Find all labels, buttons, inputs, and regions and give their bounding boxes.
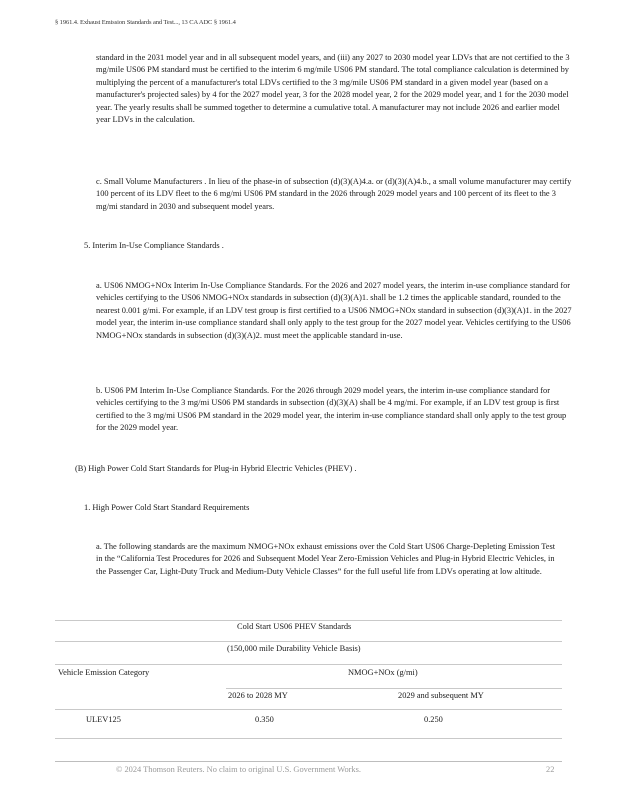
table-rule	[55, 664, 562, 665]
table-rule	[226, 688, 562, 689]
table-header-2026-2028: 2026 to 2028 MY	[228, 691, 288, 700]
table-subtitle: (150,000 mile Durability Vehicle Basis)	[227, 644, 361, 653]
table-cell-2029-plus: 0.250	[424, 715, 443, 724]
table-cell-2026-2028: 0.350	[255, 715, 274, 724]
table-header-nmog-nox: NMOG+NOx (g/mi)	[348, 668, 418, 677]
page-number: 22	[546, 765, 555, 774]
table-rule	[55, 641, 562, 642]
footer-divider	[55, 761, 562, 762]
paragraph-small-volume-manufacturers: c. Small Volume Manufacturers . In lieu of the phase-in of subsection (d)(3)(A)4.a. or (d)(3)(A)4.b., a small volume manufacturer may certify 100 percent of its LDV fleet to the 6 mg/mi US06 PM standard in the 2026 through 2029 model years and 100 percent of its fleet to the 3 mg/mi standard in 2030 and subsequent model years.	[96, 177, 572, 211]
table-header-category: Vehicle Emission Category	[58, 668, 150, 677]
table-title: Cold Start US06 PHEV Standards	[237, 622, 352, 631]
paragraph-standards-intro: a. The following standards are the maximum NMOG+NOx exhaust emissions over the Cold Start US06 Charge-Depleting Emission Test in the “California Test Procedures for 2026 and Subsequent Model Year Zero-Emission Vehicles and Plug-in Hybrid Electric Vehicles, in the Passenger Car, Light-Duty Truck and Medium-Duty Vehicle Classes” for the full useful life from LDVs operating at low altitude.	[96, 542, 556, 576]
paragraph-pm-interim: b. US06 PM Interim In-Use Compliance Standards. For the 2026 through 2029 model years, the interim in-use compliance standard for vehicles certifying to the 3 mg/mi US06 PM standards in subsection (d)(3)(A) shall be 4 mg/mi. For example, if an LDV test group is first certified to the 3 mg/mi US06 PM standard in the 2029 model year, the interim in-use compliance standard shall only apply to the test group for the 2029 model year.	[96, 386, 567, 433]
running-header: § 1961.4. Exhaust Emission Standards and Test..., 13 CA ADC § 1961.4	[55, 19, 236, 26]
footer-copyright: © 2024 Thomson Reuters. No claim to original U.S. Government Works.	[116, 765, 361, 774]
table-rule	[55, 709, 562, 710]
table-cell-category: ULEV125	[86, 715, 121, 724]
heading-interim-in-use: 5. Interim In-Use Compliance Standards .	[84, 241, 224, 250]
heading-high-power-cold-start: (B) High Power Cold Start Standards for Plug-in Hybrid Electric Vehicles (PHEV) .	[75, 464, 357, 473]
table-rule	[55, 738, 562, 739]
heading-standard-requirements: 1. High Power Cold Start Standard Requirements	[84, 503, 250, 512]
paragraph-phase-in-continued: standard in the 2031 model year and in all subsequent model years, and (iii) any 2027 to 2030 model year LDVs that are not certified to the 3 mg/mile US06 PM standard must be certified to the interim 6 mg/mile US06 PM standard. The total compliance calculation is determined by multiplying the percent of a manufacturer's total LDVs certified to the 3 mg/mile US06 PM standard in a given model year (based on a manufacturer's projected sales) by 4 for the 2027 model year, 3 for the 2028 model year, 2 for the 2029 model year, and 1 for the 2030 model year. The yearly results shall be summed together to determine a cumulative total. A manufacturer may not include 2026 and earlier model year LDVs in the calculation.	[96, 53, 570, 125]
paragraph-nmog-nox-interim: a. US06 NMOG+NOx Interim In-Use Compliance Standards. For the 2026 and 2027 model years, the interim in-use compliance standard for vehicles certifying to the US06 NMOG+NOx standards in subsection (d)(3)(A)1. shall be 1.2 times the applicable standard, rounded to the nearest 0.001 g/mi. For example, if an LDV test group is first certified to a US06 NMOG+NOx standard in subsection (d)(3)(A)1. in the 2027 model year, the interim in-use compliance standard shall only apply to the test group for the 2027 model year. Vehicles certifying to the US06 NMOG+NOx standards in subsection (d)(3)(A)2. must meet the applicable standard in-use.	[96, 281, 572, 340]
table-header-2029-plus: 2029 and subsequent MY	[398, 691, 484, 700]
